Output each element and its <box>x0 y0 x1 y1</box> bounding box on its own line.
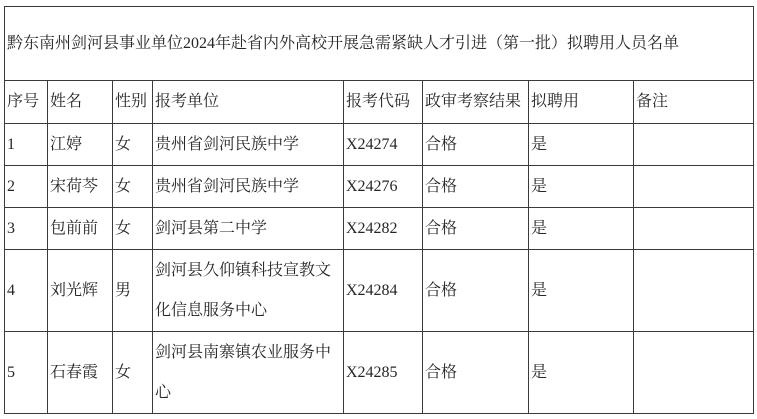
table-cell <box>634 124 754 166</box>
table-cell: 剑河县久仰镇科技宣教文化信息服务中心 <box>153 250 344 332</box>
table-cell: X24274 <box>344 124 423 166</box>
table-title: 黔东南州剑河县事业单位2024年赴省内外高校开展急需紧缺人才引进（第一批）拟聘用人员名单 <box>5 7 754 81</box>
table-cell: 合格 <box>423 208 529 250</box>
table-cell: 石春霞 <box>48 332 113 414</box>
table-cell: 合格 <box>423 166 529 208</box>
table-cell: 5 <box>5 332 48 414</box>
table-cell <box>634 250 754 332</box>
table-cell: 3 <box>5 208 48 250</box>
table-cell: 是 <box>529 250 634 332</box>
table-cell: 包前前 <box>48 208 113 250</box>
table-cell: 合格 <box>423 332 529 414</box>
table-cell: X24276 <box>344 166 423 208</box>
table-cell: X24285 <box>344 332 423 414</box>
table-cell: X24282 <box>344 208 423 250</box>
table-cell: 是 <box>529 332 634 414</box>
table-cell <box>634 208 754 250</box>
column-header: 备注 <box>634 81 754 124</box>
table-cell: 刘光辉 <box>48 250 113 332</box>
table-cell: 男 <box>113 250 153 332</box>
table-cell: 是 <box>529 208 634 250</box>
hire-list-table <box>4 6 754 414</box>
title-row <box>5 7 754 81</box>
table-cell: 是 <box>529 166 634 208</box>
table-row <box>5 124 754 166</box>
table-cell <box>634 166 754 208</box>
table-cell: X24284 <box>344 250 423 332</box>
table-row <box>5 332 754 414</box>
column-header: 性别 <box>113 81 153 124</box>
table-cell: 剑河县第二中学 <box>153 208 344 250</box>
column-header: 政审考察结果 <box>423 81 529 124</box>
header-row <box>5 81 754 124</box>
table-row <box>5 250 754 332</box>
table-cell: 1 <box>5 124 48 166</box>
table-row <box>5 208 754 250</box>
column-header: 报考代码 <box>344 81 423 124</box>
table-cell: 女 <box>113 124 153 166</box>
table-cell: 2 <box>5 166 48 208</box>
column-header: 序号 <box>5 81 48 124</box>
table-cell: 4 <box>5 250 48 332</box>
column-header: 姓名 <box>48 81 113 124</box>
column-header: 报考单位 <box>153 81 344 124</box>
table-cell: 宋荷芩 <box>48 166 113 208</box>
table-cell <box>634 332 754 414</box>
table-cell: 女 <box>113 332 153 414</box>
column-header: 拟聘用 <box>529 81 634 124</box>
table-cell: 女 <box>113 166 153 208</box>
table-row <box>5 166 754 208</box>
table-cell: 女 <box>113 208 153 250</box>
table-cell: 是 <box>529 124 634 166</box>
table-cell: 贵州省剑河民族中学 <box>153 166 344 208</box>
table-cell: 贵州省剑河民族中学 <box>153 124 344 166</box>
table-cell: 江婷 <box>48 124 113 166</box>
table-cell: 合格 <box>423 124 529 166</box>
table-cell: 剑河县南寨镇农业服务中心 <box>153 332 344 414</box>
table-cell: 合格 <box>423 250 529 332</box>
